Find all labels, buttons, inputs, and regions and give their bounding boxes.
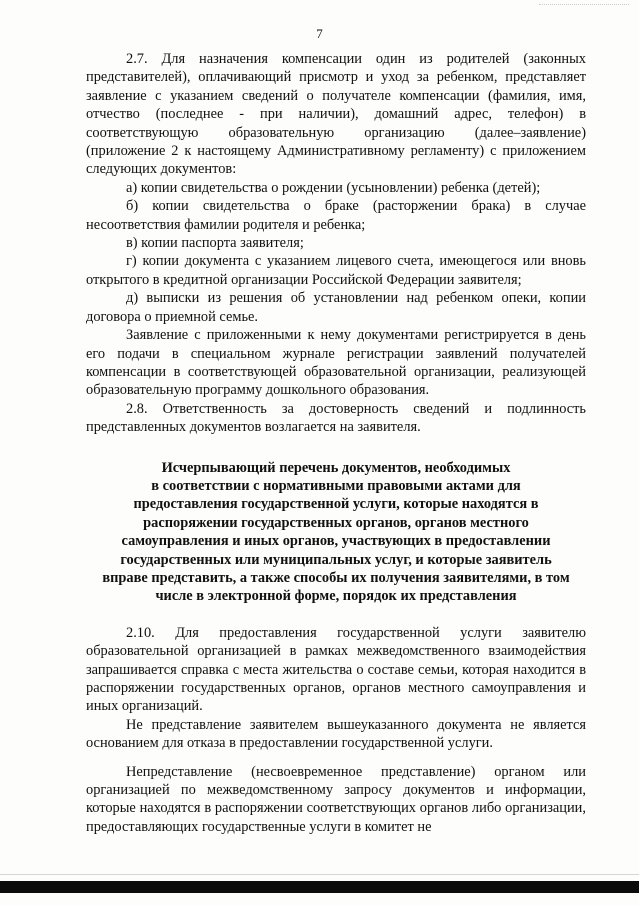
list-item-v: в) копии паспорта заявителя; bbox=[126, 235, 304, 252]
scan-bottom-bar bbox=[0, 881, 639, 893]
registration-paragraph: Заявление с приложенными к нему документами регистрируется в день его подачи в специальном журнале регистрации заявлений получателей компенсации в соответствующей образовательной организации, реализующей образовательную программу дошкольного образования. bbox=[86, 327, 586, 399]
paragraph-2-8: 2.8. Ответственность за достоверность сведений и подлинность представленных документов возлагается на заявителя. bbox=[86, 400, 586, 436]
list-item-g: г) копии документа с указанием лицевого счета, имеющегося или вновь открытого в кредитной организации Российской Федерации заявителя; bbox=[86, 253, 586, 288]
scan-artifact bbox=[539, 4, 629, 11]
paragraph-2-7: 2.7. Для назначения компенсации один из родителей (законных представителей), оплачивающий присмотр и уход за ребенком, представляет заявление с указанием сведений о получателе компенсации (фамилия, имя, отчество (последнее - при наличии), домашний адрес, телефон) в соответствующую образовательную организацию (далее–заявление) (приложение 2 к настоящему Административному регламенту) с приложением следующих документов: bbox=[86, 51, 586, 178]
section-2-10 bbox=[86, 624, 586, 836]
section-2-7 bbox=[86, 50, 586, 437]
list-item-a: а) копии свидетельства о рождении (усыновлении) ребенка (детей); bbox=[126, 179, 541, 196]
heading-line: государственных или муниципальных услуг, и которые заявитель bbox=[120, 551, 552, 568]
heading-line: в соответствии с нормативными правовыми актами для bbox=[151, 477, 521, 494]
heading-line: вправе представить, а также способы их получения заявителями, в том bbox=[102, 569, 570, 586]
list-item-b: б) копии свидетельства о браке (расторжении брака) в случае несоответствия фамилии родителя и ребенка; bbox=[86, 198, 586, 233]
late-submission-paragraph: Непредставление (несвоевременное представление) органом или организацией по межведомственному запросу документов и информации, которые находятся в распоряжении соответствующих органов либо организации, предоставляющих государственные услуги в комитет не bbox=[86, 763, 586, 835]
heading-line: Исчерпывающий перечень документов, необходимых bbox=[161, 459, 511, 476]
section-heading bbox=[86, 459, 586, 606]
heading-line: предоставления государственной услуги, которые находятся в bbox=[133, 496, 539, 513]
heading-line: самоуправления и иных органов, участвующих в предоставлении bbox=[121, 533, 551, 550]
scan-edge-line bbox=[0, 874, 639, 875]
list-item-d: д) выписки из решения об установлении над ребенком опеки, копии договора о приемной семье. bbox=[86, 290, 586, 325]
heading-line: числе в электронной форме, порядок их представления bbox=[155, 588, 517, 605]
non-submission-paragraph: Не представление заявителем вышеуказанного документа не является основанием для отказа в предоставлении государственной услуги. bbox=[86, 716, 586, 752]
paragraph-2-10: 2.10. Для предоставления государственной услуги заявителю образовательной организацией в рамках межведомственного взаимодействия запрашивается справка с места жительства о составе семьи, которая находится в распоряжении государственных органов, органов местного самоуправления и иных организаций. bbox=[86, 624, 586, 715]
heading-line: распоряжении государственных органов, органов местного bbox=[143, 514, 529, 531]
document-body bbox=[86, 50, 586, 836]
page-number: 7 bbox=[316, 26, 323, 41]
